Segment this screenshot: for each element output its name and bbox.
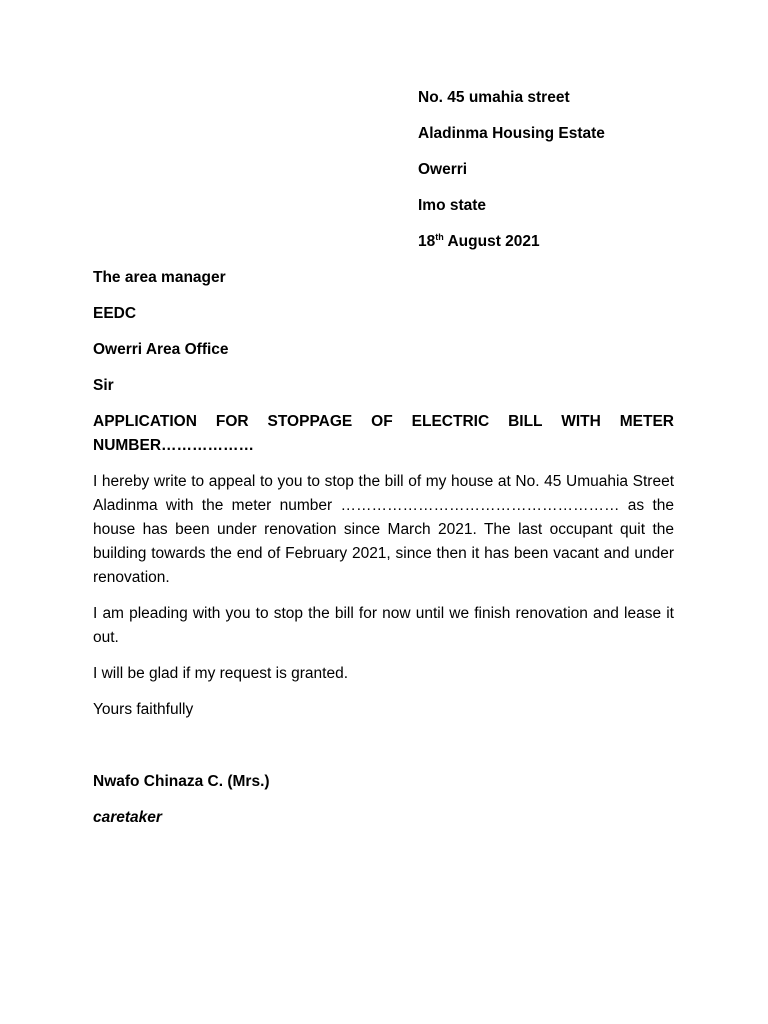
body-paragraph-3: I will be glad if my request is granted. bbox=[93, 665, 349, 682]
subject-line-2: NUMBER……………… bbox=[93, 437, 255, 454]
sender-address-state: Imo state bbox=[418, 197, 487, 214]
closing: Yours faithfully bbox=[93, 701, 194, 718]
date-month-year: August 2021 bbox=[443, 233, 540, 250]
recipient-office: Owerri Area Office bbox=[93, 341, 229, 358]
date-day: 18 bbox=[418, 233, 436, 250]
letter-date bbox=[418, 230, 540, 254]
sender-address-line-1: No. 45 umahia street bbox=[418, 89, 570, 106]
sender-address-line-2: Aladinma Housing Estate bbox=[418, 125, 605, 142]
salutation: Sir bbox=[93, 377, 114, 394]
sender-address-city: Owerri bbox=[418, 161, 468, 178]
recipient-organization: EEDC bbox=[93, 305, 137, 322]
subject-line-1: APPLICATION FOR STOPPAGE OF ELECTRIC BILL WITH METER bbox=[93, 413, 674, 430]
signature-name: Nwafo Chinaza C. (Mrs.) bbox=[93, 773, 270, 790]
date-suffix: th bbox=[435, 231, 444, 242]
body-paragraph-1: I hereby write to appeal to you to stop the bill of my house at No. 45 Umuahia Street Aladinma with the meter number ……………………………………………… as the house has been under renovation since March 2021. The last occupant quit the building towards the end of February 2021, since then it has been vacant and under renovation. bbox=[93, 473, 674, 586]
recipient-title: The area manager bbox=[93, 269, 226, 286]
body-paragraph-2: I am pleading with you to stop the bill for now until we finish renovation and lease it out. bbox=[93, 605, 674, 646]
signature-role: caretaker bbox=[93, 809, 162, 826]
